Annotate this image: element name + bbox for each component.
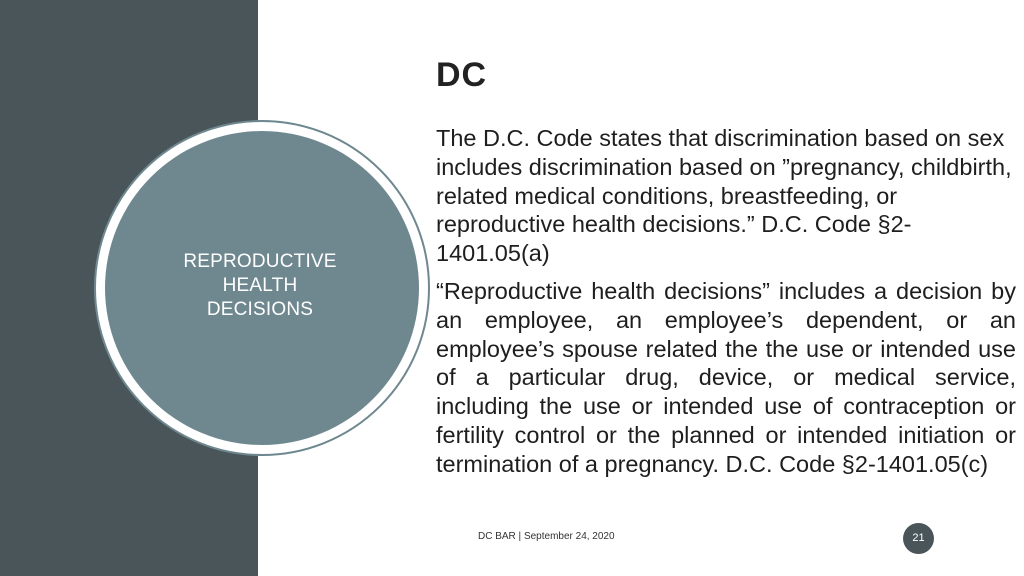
topic-label-line: HEALTH [222, 275, 298, 296]
topic-label-line: DECISIONS [206, 299, 314, 320]
topic-label [150, 250, 370, 322]
slide-content [436, 124, 1016, 479]
slide-title: DC [436, 56, 488, 94]
topic-label-line: REPRODUCTIVE [183, 251, 337, 272]
footer-text: DC BAR | September 24, 2020 [478, 531, 615, 542]
page-number-badge: 21 [903, 523, 934, 554]
paragraph-definition: “Reproductive health decisions” includes a decision by an employee, an employee’s dependent, or an employee’s spouse related the the use or intended use of a particular drug, device, or medical service, including the use or intended use of contraception or fertility control or the planned or intended initiation or termination of a pregnancy. D.C. Code §2-1401.05(c) [436, 277, 1016, 477]
paragraph-discrimination: The D.C. Code states that discrimination based on sex includes discrimination based on ”pregnancy, childbirth, related medical conditions, breastfeeding, or reproductive health decisions.” D.C. Code §2-1401.05(a) [436, 125, 1012, 267]
